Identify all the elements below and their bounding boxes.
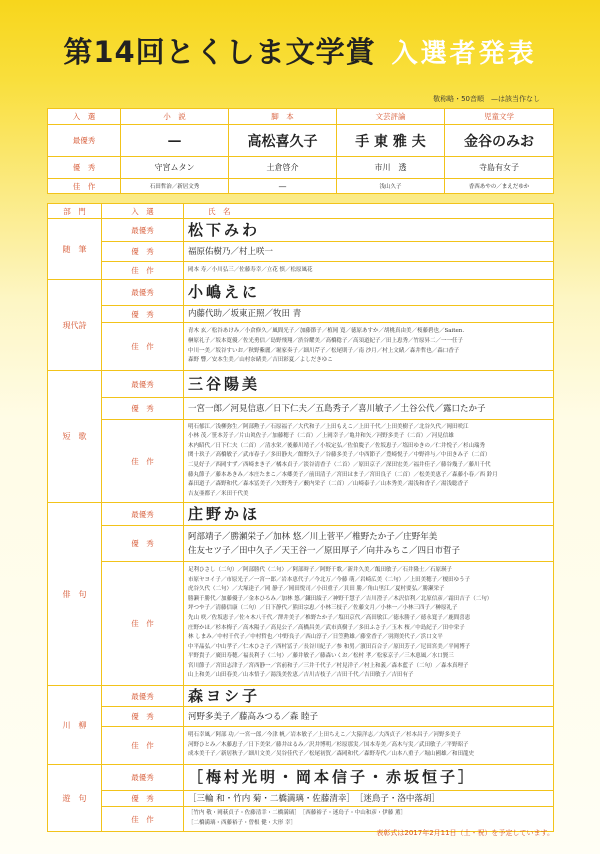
yushu-line: 一宮一郎／河見信恵／日下仁夫／五島秀子／喜川敏子／土谷公代／露口たか子 xyxy=(188,403,486,414)
section-row-yushu xyxy=(48,242,554,262)
kasaku-names xyxy=(184,727,554,765)
section-row-kasaku xyxy=(48,262,554,280)
category-label: 俳 句 xyxy=(48,503,102,686)
category-label: 遊 句 xyxy=(48,765,102,832)
section-row-top xyxy=(48,219,554,242)
kasaku-names xyxy=(184,323,554,371)
category-label: 短 歌 xyxy=(48,371,102,503)
section-row-top xyxy=(48,765,554,791)
kasaku-line: 森野 響／安本生美／山村奈緒美／吉田彩夏／よしだきゆこ xyxy=(188,357,333,364)
top-winner: 森ヨシ子 xyxy=(184,686,554,707)
header-cell: 部 門 xyxy=(48,204,102,219)
top-winner: 庄野かほ xyxy=(184,503,554,526)
kasaku-line: 榊原礼子／坂本寛優／佐光勇信／島野飛翔／渋谷耀美／高橋稔子／高須道紀子／田上恵秀／竹原昇二／一一任子 xyxy=(188,337,464,344)
kasaku-line: 明石郁江／浅柳弥生／阿部勲子／石原福子／大代和子／上田もえこ／上田千代／上田美樹子／北谷久代／岡田咲江 xyxy=(188,423,469,430)
kasaku-line: 二見好子／西岡すず／西崎まき子／橘本貞子／淡谷清香子（二首）／原田京子／深田宏美／福井佳子／藤谷幾子／藤川千代 xyxy=(188,462,491,468)
rank-label: 佳 作 xyxy=(48,179,121,194)
winner-cell: — xyxy=(229,179,337,194)
kasaku-line: 明石幸風／阿部 功／一宮一郎／今津 帆／岩本敏子／上田ちえこ／大猿洋志／大西貞子／杉本昌子／河野多美子 xyxy=(188,732,462,739)
kasaku-line: 先山 咲／佐坂恵子／佐々木八千代／澤井美子／椎野たか子／塩田京代／高田敏江／徳永勝子／徳永寛子／鹿間喜恵 xyxy=(188,614,471,621)
kasaku-line: 岡本 寿／小川弘三／佐藤寿幸／立花 慎／松原風花 xyxy=(188,266,313,273)
rank-label: 優 秀 xyxy=(102,242,184,262)
kasaku-line: 青木 玄／松谷あけみ／小倉修久／風間光子／加藤節子／植岡 寛／徳原あすか／胡桃真由美／桜藤碧也／Saiten. xyxy=(188,328,465,335)
rank-label: 優 秀 xyxy=(102,791,184,807)
kasaku-line: 河野ひとみ／木藤恵子／日下美栄／藤井はるみ／沢井博明／杉原那実／国本寿美／高木与実／武田敏子／平野昭子 xyxy=(188,741,469,748)
header-cell: 脚 本 xyxy=(229,109,337,125)
rank-label: 佳 作 xyxy=(102,562,184,686)
yushu-names xyxy=(184,707,554,727)
rank-label: 最優秀 xyxy=(102,765,184,791)
winner-cell: 高松喜久子 xyxy=(229,125,337,157)
section-row-top xyxy=(48,503,554,526)
section-row-kasaku xyxy=(48,323,554,371)
prose-row-yushu xyxy=(48,157,554,179)
top-winner: ［梅村光明・岡本信子・赤坂恒子］ xyxy=(184,765,554,791)
kasaku-line: 関十玖子／高橋敏子／武市春子／多田静夫／館野久子／谷藤多美子／中西節子／豊崎悦子／中野祥与／中田きみ子（二首） xyxy=(188,452,491,459)
kasaku-line: 平野貴子／廣田寿穂／福長利子（二句）／藤井敏子／藤森いくお／松村 孝／松家京子／三木恵風／水口賢三 xyxy=(188,653,454,660)
rank-label: 優 秀 xyxy=(48,157,121,179)
section-row-top xyxy=(48,686,554,707)
rank-label: 佳 作 xyxy=(102,323,184,371)
section-row-yushu xyxy=(48,398,554,420)
kasaku-line: 足利ひさし（二句）／阿部勝代（二句）／阿部時子／阿野千歌／新井久美／飯田敏子／石井隆士／石原瑛子 xyxy=(188,566,453,573)
section-row-yushu xyxy=(48,791,554,807)
kasaku-names xyxy=(184,562,554,686)
rank-label: 優 秀 xyxy=(102,526,184,562)
kasaku-line: 成本美千子／新居秋子／細川文美／吴谷佳代子／松尾初賀／森岡和代／森野寿代／山本八重子／堀山國雄／和田龍史 xyxy=(188,751,475,758)
winner-cell: 土倉啓介 xyxy=(229,157,337,179)
winner-cell: 金谷のみお xyxy=(445,125,554,157)
section-row-yushu xyxy=(48,707,554,727)
yushu-names xyxy=(184,398,554,420)
yushu-names xyxy=(184,791,554,807)
kasaku-line: 市原ヤヨイ子／市原光子／一宮一郎／岩本恵代子／今北万／今藤 萌／岩崎広美（二句）／上田美穂子／榎田ゆう子 xyxy=(188,576,471,583)
yushu-line: 福原佑樹乃／村上咲一 xyxy=(188,246,274,257)
section-row-yushu xyxy=(48,526,554,562)
header-cell: 小 説 xyxy=(121,109,229,125)
header-cell: 児童文学 xyxy=(445,109,554,125)
kasaku-line: ［竹内 敬・岡萩貞子・佐藤清幸・二橋満璃］ ［西藤裕子・迷鳥子・中山和彦・伊藤 薫］ xyxy=(188,810,406,817)
section-row-top xyxy=(48,371,554,398)
section-row-kasaku xyxy=(48,420,554,503)
header-cell: 文芸評論 xyxy=(337,109,445,125)
yushu-names xyxy=(184,306,554,323)
rank-label: 最優秀 xyxy=(102,686,184,707)
header-cell: 入 選 xyxy=(102,204,184,219)
poetry-table-body xyxy=(48,219,554,832)
winner-cell: 香西あやの／まえだゆか xyxy=(445,179,554,194)
honorific-note: 敬称略・50音順 —は該当作なし xyxy=(433,95,540,103)
rank-label: 佳 作 xyxy=(102,420,184,503)
rank-label: 最優秀 xyxy=(102,503,184,526)
category-label: 川 柳 xyxy=(48,686,102,765)
winner-cell: 石田哲治／新居文秀 xyxy=(121,179,229,194)
prose-header-row xyxy=(48,109,554,125)
page-subtitle: 入選者発表 xyxy=(391,39,537,69)
top-winner: 小嶋えに xyxy=(184,280,554,306)
kasaku-line: 中平晶弘／中山孝子／仁木ひさ子／西村冨子／長谷川紀子／参 和男／濱田百合子／原田芳子／尼田宮美／平岡博子 xyxy=(188,643,471,650)
rank-label: 優 秀 xyxy=(102,707,184,727)
top-winner: 松下みわ xyxy=(184,219,554,242)
prose-awards-table xyxy=(47,108,554,194)
section-row-kasaku xyxy=(48,727,554,765)
winner-cell: 守宮ムタン xyxy=(121,157,229,179)
yushu-names xyxy=(184,242,554,262)
category-label: 現代詩 xyxy=(48,280,102,371)
poetry-awards-table xyxy=(47,203,554,832)
winner-cell: 寺島有女子 xyxy=(445,157,554,179)
yushu-line: 阿部靖子／勝瀬栄子／加林 悠／川上菅平／椎野たか子／庄野年美 xyxy=(188,531,438,542)
kasaku-names xyxy=(184,420,554,503)
yushu-line: 内藤代助／坂東正照／牧田 青 xyxy=(188,309,302,319)
kasaku-line: 中川一美／坂谷すいお／秋野紫麗／堀家奏子／細川芹子／松尾則子／南 沙月／村上文緒／森井哲也／森口香子 xyxy=(188,347,460,354)
section-row-top xyxy=(48,280,554,306)
winner-cell: 手 東 雅 夫 xyxy=(337,125,445,157)
prose-row-kasaku xyxy=(48,179,554,194)
title-block xyxy=(0,30,600,76)
rank-label: 優 秀 xyxy=(102,398,184,420)
yushu-line: ［三輪 和・竹内 菊・二橋満璃・佐藤清幸］ ［迷鳥子・洛中落胡］ xyxy=(188,793,440,804)
prose-row-top xyxy=(48,125,554,157)
rank-label: 佳 作 xyxy=(102,807,184,832)
rank-label: 最優秀 xyxy=(102,280,184,306)
kasaku-line: ［二橋満璃・西藤裕子・曾根 健・大形 幸］ xyxy=(188,820,296,826)
yushu-line: 住友セツ子／田中久子／天王谷一／原田厚子／向井みちこ／四日市晢子 xyxy=(188,545,461,556)
kasaku-line: 林 しまみ／中村千代子／中村哲也／中野良子／西山淳子／日笠勲雄／藤堂香子／羽渕美代子／浜口文平 xyxy=(188,634,443,641)
yushu-names xyxy=(184,526,554,562)
rank-label: 最優秀 xyxy=(48,125,121,157)
ceremony-note: 表彰式は2017年2月11日（土・祝）を予定しています。 xyxy=(376,829,554,837)
category-label: 随 筆 xyxy=(48,219,102,280)
kasaku-line: 庄野かほ／杉本梅子／高木陽子／高見公子／高橋昌美／武市真樹子／多田ふさ子／玉木 桜／中島紀子／田中栄子 xyxy=(188,624,465,631)
yushu-line: 河野多美子／藤高みつる／森 睦子 xyxy=(188,711,319,722)
winner-cell: 浅山久子 xyxy=(337,179,445,194)
rank-label: 佳 作 xyxy=(102,262,184,280)
header-cell: 入 選 xyxy=(48,109,121,125)
kasaku-line: 山上和美／山田春美／山本悟子／湯浅美佐恵／吉川吉枝子／吉田千代／吉田敏子／吉田有子 xyxy=(188,672,414,679)
kasaku-line: 勝瀬千勝代／加藤優子／金本ひろみ／加林 悠／鎌田綾子／神野千慧子／吉川澄子／木沢信利／北原信彦／霜田吉子（二句） xyxy=(188,595,493,602)
section-row-yushu xyxy=(48,306,554,323)
rank-label: 優 秀 xyxy=(102,306,184,323)
top-winner: 三谷陽美 xyxy=(184,371,554,398)
kasaku-line: 小林 茂／笹本芳子／片山眞佐子／加藤穂子（二首）／上岡幸子／亀井和矢／河野多美子（二首）／河見信雄 xyxy=(188,433,454,440)
kasaku-line: 虎谷久代（二句）／大塚達子／岡 静子／岡田悦司／小田重子／貝田 勝／角山里江／夏村要弘／勝瀬栄子 xyxy=(188,586,445,593)
kasaku-line: 木内昭代／日下仁夫（二首）／清水栄／後藤川靖子／小坂定弘／佐伯慶子／佐坂恵子／塩田ゆきの／仁井悦子／杉山瑞秀 xyxy=(188,442,486,449)
rank-label: 最優秀 xyxy=(102,219,184,242)
kasaku-names xyxy=(184,262,554,280)
winner-cell: — xyxy=(121,125,229,157)
poetry-header-row xyxy=(48,204,554,219)
section-row-kasaku xyxy=(48,562,554,686)
page-title: 第14回とくしま文学賞 xyxy=(63,35,376,69)
rank-label: 最優秀 xyxy=(102,371,184,398)
winner-cell: 市川 透 xyxy=(337,157,445,179)
kasaku-line: 藤丸節子／藤本あきみ／本庄たまこ／本郷美子／前田清子／宮田はま子／宮田良子（二首）／松美美恵子／森藤小春／西 鈴月 xyxy=(188,471,498,478)
kasaku-line: 宮川節子／宮田志津子／宮西静一／宮前和子／三井千代子／村見洋子／村上和義／森本藍子（二句）／森本真理子 xyxy=(188,662,469,669)
rank-label: 佳 作 xyxy=(102,727,184,765)
kasaku-line: 坪つや子／清藤信康（二句）／日下静代／熊田宗恵／小林三枝子／佐藤文月／小林一／小林三四子／榊原礼子 xyxy=(188,605,458,612)
header-cell: 氏 名 xyxy=(184,204,554,219)
kasaku-line: 森田道子／森野和代／森本冨美子／矢野秀子／藪内栄子（二首）／山崎泰子／山本秀美／湯浅和香子／湯浅聡香子 xyxy=(188,481,469,488)
kasaku-line: 吉友亜都子／米田千代美 xyxy=(188,490,249,497)
